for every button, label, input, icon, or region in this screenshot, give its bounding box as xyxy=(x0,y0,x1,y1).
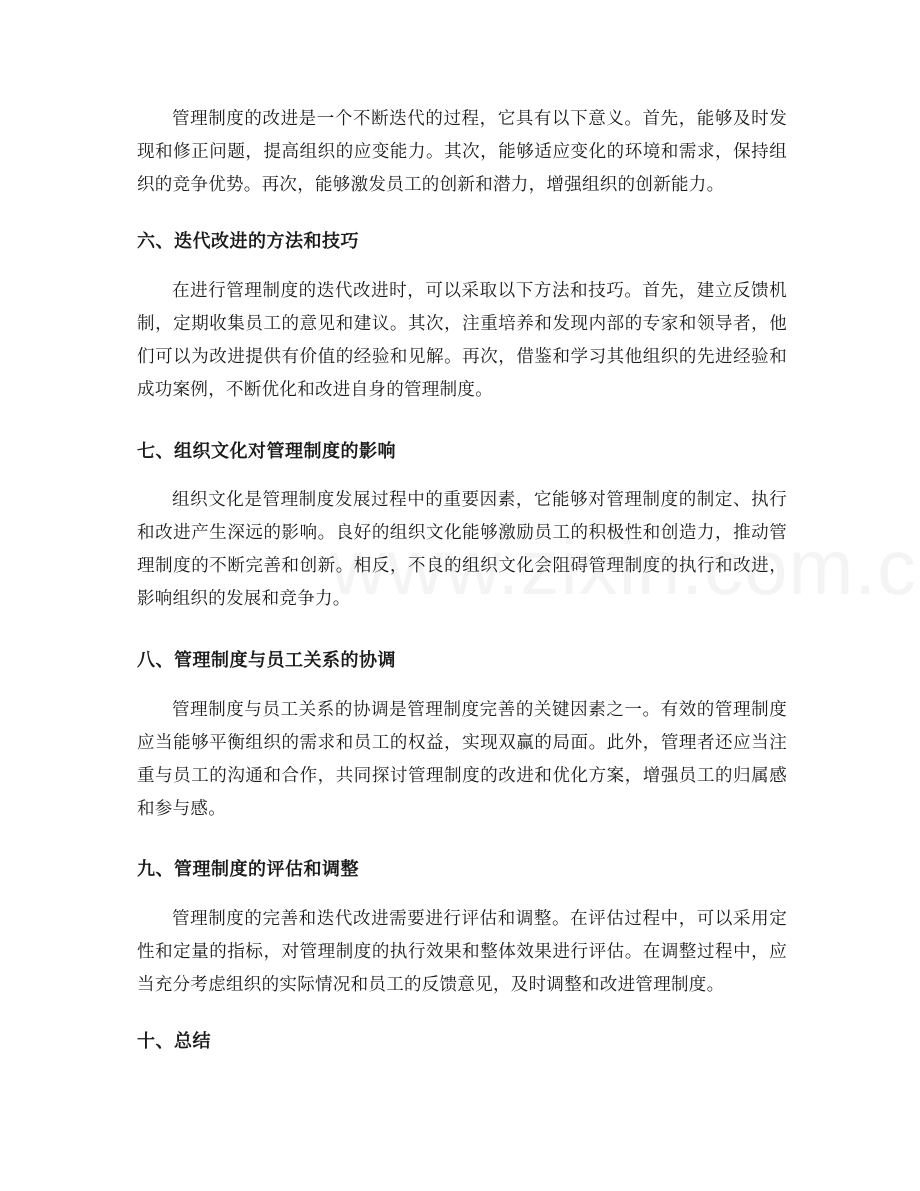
paragraph-evaluation-adjustment: 管理制度的完善和迭代改进需要进行评估和调整。在评估过程中，可以采用定性和定量的指标，对管理制度的执行效果和整体效果进行评估。在调整过程中，应当充分考虑组织的实际情况和员工的反馈意见，及时调整和改进管理制度。 xyxy=(137,909,787,995)
paragraph-org-culture: 组织文化是管理制度发展过程中的重要因素，它能够对管理制度的制定、执行和改进产生深远的影响。良好的组织文化能够激励员工的积极性和创造力，推动管理制度的不断完善和创新。相反，不良的组织文化会阻碍管理制度的执行和改进，影响组织的发展和竞争力。 xyxy=(137,490,787,609)
heading-section-9: 九、管理制度的评估和调整 xyxy=(137,859,359,880)
paragraph-iteration-methods: 在进行管理制度的迭代改进时，可以采取以下方法和技巧。首先，建立反馈机制，定期收集员工的意见和建议。其次，注重培养和发现内部的专家和领导者，他们可以为改进提供有价值的经验和见解。再次，借鉴和学习其他组织的先进经验和成功案例，不断优化和改进自身的管理制度。 xyxy=(137,281,787,400)
heading-section-6: 六、迭代改进的方法和技巧 xyxy=(137,231,359,252)
paragraph-iteration-significance: 管理制度的改进是一个不断迭代的过程，它具有以下意义。首先，能够及时发现和修正问题，提高组织的应变能力。其次，能够适应变化的环境和需求，保持组织的竞争优势。再次，能够激发员工的创新和潜力，增强组织的创新能力。 xyxy=(137,109,787,195)
paragraph-employee-relations: 管理制度与员工关系的协调是管理制度完善的关键因素之一。有效的管理制度应当能够平衡组织的需求和员工的权益，实现双赢的局面。此外，管理者还应当注重与员工的沟通和合作，共同探讨管理制度的改进和优化方案，增强员工的归属感和参与感。 xyxy=(137,700,787,819)
heading-section-10: 十、总结 xyxy=(137,1031,211,1052)
heading-section-8: 八、管理制度与员工关系的协调 xyxy=(137,650,396,671)
heading-section-7: 七、组织文化对管理制度的影响 xyxy=(137,441,396,462)
